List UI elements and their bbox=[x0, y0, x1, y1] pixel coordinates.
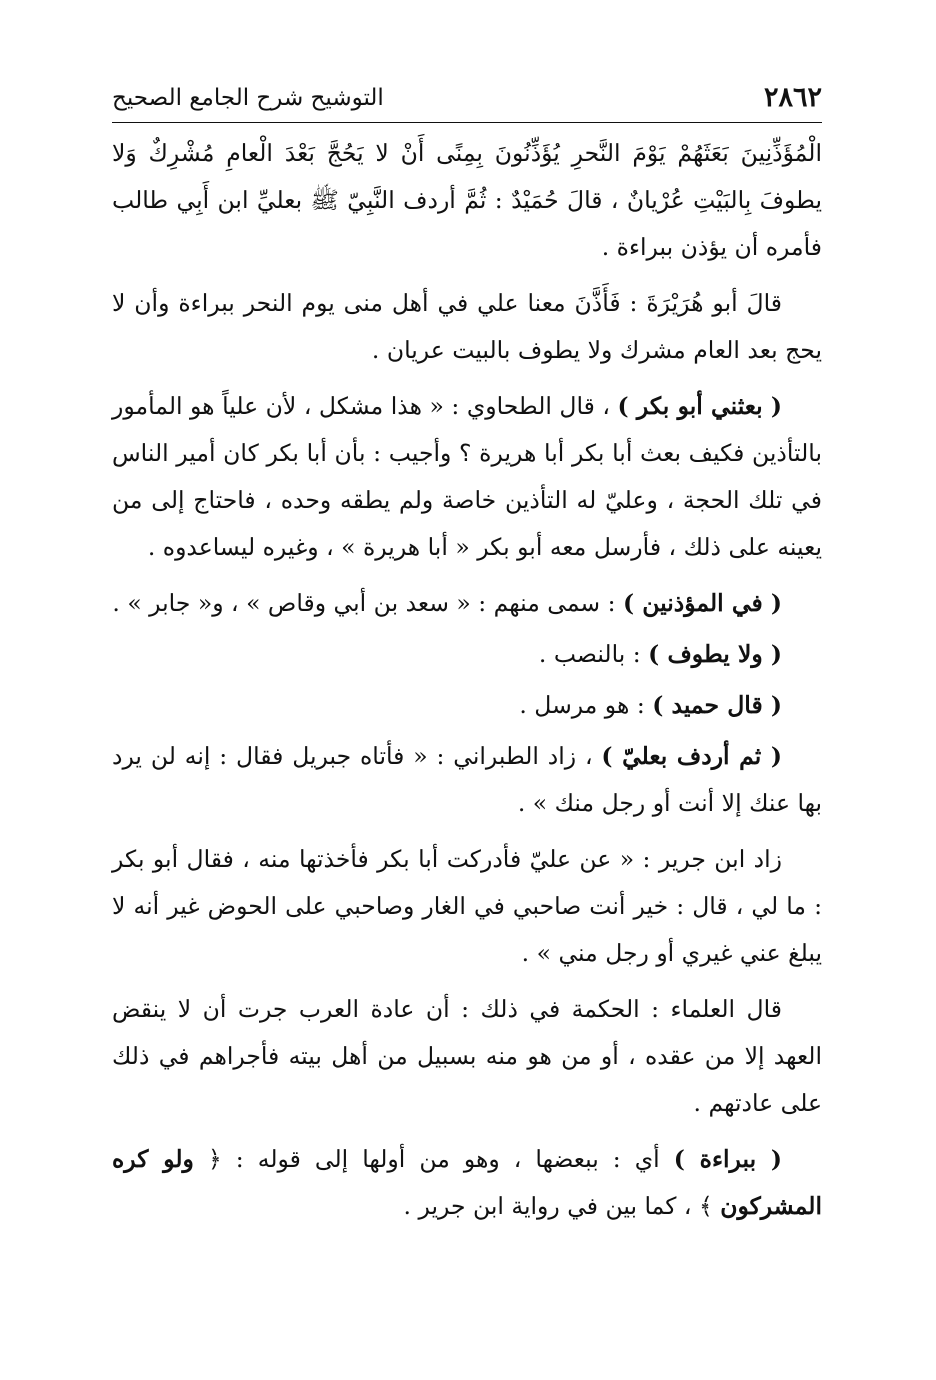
page-body bbox=[112, 130, 822, 1239]
header-divider bbox=[112, 122, 822, 123]
commentary-lemma: ( ببراءة ) bbox=[673, 1145, 783, 1173]
paragraph-text: ، زاد الطبراني : « فأتاه جبريل فقال : إنه لن يرد بها عنك إلا أنت أو رجل منك » . bbox=[112, 742, 822, 817]
paragraph-text: قال العلماء : الحكمة في ذلك : أن عادة العرب جرت أن لا ينقض العهد إلا من عقده ، أو من هو منه بسبيل من أهل بيته فأجراهم في ذلك على عادتهم . bbox=[112, 995, 822, 1117]
commentary-lemma: ( ثم أردف بعليّ ) bbox=[601, 742, 782, 770]
commentary-paragraph bbox=[112, 1136, 822, 1230]
commentary-paragraph bbox=[112, 383, 822, 571]
commentary-paragraph bbox=[112, 986, 822, 1127]
commentary-lemma: ( في المؤذنين ) bbox=[622, 589, 782, 617]
paragraph-text: ، قال الطحاوي : « هذا مشكل ، لأن علياً هو المأمور بالتأذين فكيف بعث أبا بكر أبا هريرة ؟ وأجيب : بأن أبا بكر كان أمير الناس في تلك الحجة ، وعليّ له التأذين خاصة ولم يطقه وحده ، فاحتاج إلى من يعينه على ذلك ، فأرسل معه أبو بكر « أبا هريرة » ، وغيره ليساعدوه . bbox=[112, 392, 822, 561]
commentary-lemma: ( ولا يطوف ) bbox=[648, 640, 782, 668]
commentary-paragraph bbox=[112, 682, 822, 729]
paragraph-text: : بالنصب . bbox=[538, 640, 649, 668]
paragraph-text: قالَ أبو هُرَيْرَةَ : فَأَذَّنَ معنا علي في أهل منى يوم النحر ببراءة وأن لا يحج بعد العام مشرك ولا يطوف بالبيت عريان . bbox=[112, 289, 822, 364]
commentary-paragraph bbox=[112, 580, 822, 627]
hadith-continuation-paragraph bbox=[112, 280, 822, 374]
hadith-text-paragraph bbox=[112, 130, 822, 271]
paragraph-text: : هو مرسل . bbox=[519, 691, 653, 719]
commentary-paragraph bbox=[112, 836, 822, 977]
running-title: التوشيح شرح الجامع الصحيح bbox=[112, 85, 384, 111]
paragraph-text: زاد ابن جرير : « عن عليّ فأدركت أبا بكر فأخذتها منه ، فقال أبو بكر : ما لي ، قال : خير أنت صاحبي في الغار وصاحبي على الحوض غير أنه لا يبلغ عني غيري أو رجل مني » . bbox=[112, 845, 822, 967]
paragraph-text: أي : ببعضها ، وهو من أولها إلى قوله : ﴿ bbox=[193, 1145, 674, 1173]
page-number: ٢٨٦٢ bbox=[763, 82, 822, 113]
commentary-paragraph bbox=[112, 733, 822, 827]
commentary-lemma: ( قال حميد ) bbox=[652, 691, 782, 719]
paragraph-text: : سمى منهم : « سعد بن أبي وقاص » ، و« جابر » . bbox=[112, 589, 623, 617]
page-header bbox=[112, 78, 822, 118]
paragraph-text: الْمُؤَذِّنِينَ بَعَثَهُمْ يَوْمَ النَّحرِ يُؤَذِّنُونَ بِمِنًى أَنْ لا يَحُجَّ بَعْدَ الْعامِ مُشْرِكٌ وَلا يطوفَ بِالبَيْتِ عُرْيانٌ ، قالَ حُمَيْدٌ : ثُمَّ أردف النَّبِيّ ﷺ بعليِّ ابن أَبِي طالب فأمره أن يؤذن ببراءة . bbox=[112, 139, 822, 261]
quran-quote: ولو كره المشركون bbox=[112, 1145, 822, 1220]
commentary-lemma: ( بعثني أبو بكر ) bbox=[617, 392, 783, 420]
commentary-paragraph bbox=[112, 631, 822, 678]
paragraph-text: ﴾ ، كما بين في رواية ابن جرير . bbox=[403, 1192, 721, 1220]
